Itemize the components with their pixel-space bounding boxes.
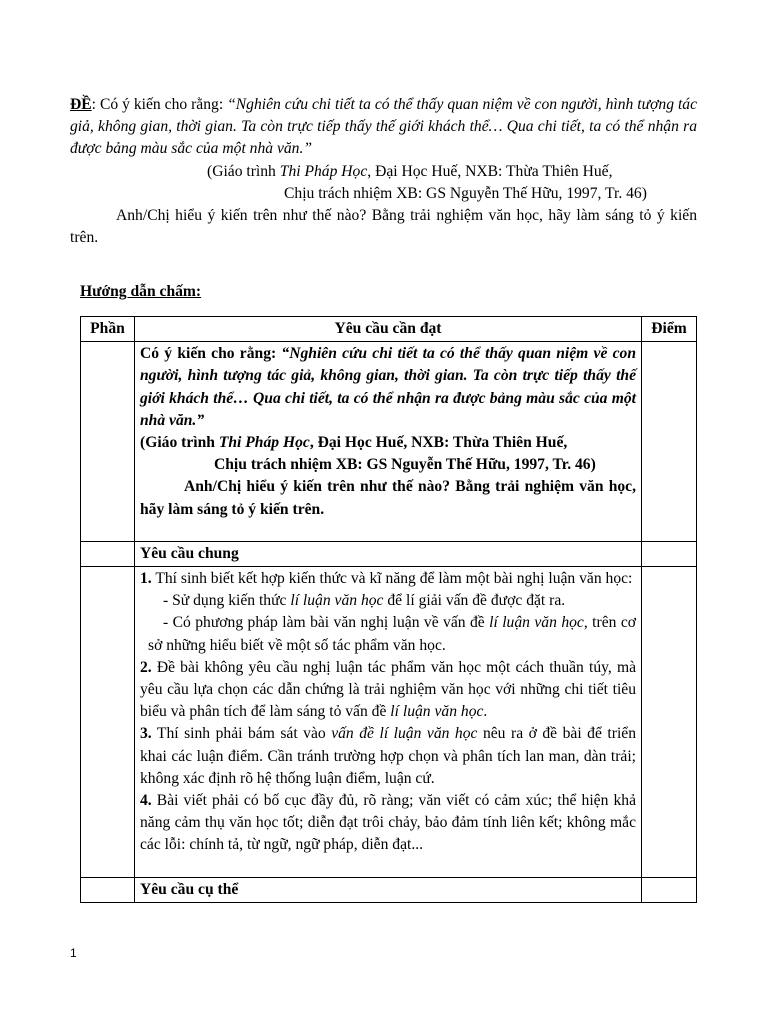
cell-phan xyxy=(81,567,135,878)
source-prefix: (Giáo trình xyxy=(207,162,280,180)
table-header-row xyxy=(81,317,697,342)
grading-table xyxy=(80,316,697,903)
quote-source-suffix: , Đại Học Huế, NXB: Thừa Thiên Huế, xyxy=(309,434,568,452)
item-text: - Có phương pháp làm bài văn nghị luận về vấn đề xyxy=(163,614,490,632)
item-text: , trên cơ sở những hiểu biết về một số tác phẩm văn học. xyxy=(148,614,636,654)
item-text: - Sử dụng kiến thức xyxy=(163,592,291,610)
cell-phan xyxy=(81,877,135,902)
header-yeu-cau: Yêu cầu cần đạt xyxy=(135,317,642,342)
guide-title: Hướng dẫn chấm: xyxy=(80,283,202,301)
table-row xyxy=(81,567,697,878)
prompt-quote: “Nghiên cứu chi tiết ta có thể thấy quan niệm về con người, hình tượng tác giả, không gian, thời gian. Ta còn trực tiếp thấy thế giới khách thể… Qua chi tiết, ta có thể nhận ra được bảng màu sắc của một nhà văn.” xyxy=(70,96,698,158)
item-text: để lí giải vấn đề được đặt ra. xyxy=(383,592,566,610)
table-row xyxy=(81,342,697,542)
quote-source-2: Chịu trách nhiệm XB: GS Nguyễn Thế Hữu, 1997, Tr. 46) xyxy=(214,456,596,474)
item-text: Thí sinh phải bám sát vào xyxy=(151,725,332,743)
quote-paragraph xyxy=(140,343,636,432)
item-emphasis: lí luận văn học xyxy=(390,703,484,721)
item-text: Đề bài không yêu cầu nghị luận tác phẩm văn học một cách thuần túy, mà yêu cầu lựa chọn các dẫn chứng là trải nghiệm văn học với những chi tiết tiêu biểu và phân tích để làm sáng tỏ vấn đề xyxy=(140,658,636,721)
quote-source-prefix: (Giáo trình xyxy=(140,434,219,452)
header-diem: Điểm xyxy=(642,317,697,342)
de-separator: : xyxy=(91,96,97,113)
exam-prompt xyxy=(70,94,697,249)
header-phan: Phần xyxy=(81,317,135,342)
source-line-2: Chịu trách nhiệm XB: GS Nguyễn Thế Hữu, 1997, Tr. 46) xyxy=(284,184,647,202)
item-number: 4. xyxy=(140,792,152,810)
item-text: nêu ra ở đề bài để triển khai các luận điểm. Cần tránh trường hợp chọn và phân tích lan man, dàn trải; không xác định rõ hệ thống luận điểm, luận cứ. xyxy=(140,725,636,787)
quote-source-1 xyxy=(140,432,636,454)
item-number: 1. xyxy=(140,570,152,588)
quote-source-book: Thi Pháp Học xyxy=(218,434,310,452)
general-requirements xyxy=(135,567,642,878)
item-text: Bài viết phải có bố cục đầy đủ, rõ ràng; văn viết có cảm xúc; thể hiện khả năng cảm thụ văn học tốt; diễn đạt trôi chảy, bảo đảm tính liên kết; không mắc các lỗi: chính tả, từ ngữ, ngữ pháp, diễn đạt... xyxy=(140,792,636,854)
cell-phan xyxy=(81,541,135,566)
item-1b xyxy=(140,612,636,656)
quote-lead: Có ý kiến cho rằng: xyxy=(140,345,282,363)
item-1a xyxy=(140,590,636,612)
general-title: Yêu cầu chung xyxy=(135,541,642,566)
source-line-1 xyxy=(70,161,697,183)
de-label: ĐỀ xyxy=(70,96,92,113)
item-text: Thí sinh biết kết hợp kiến thức và kĩ năng để làm một bài nghị luận văn học: xyxy=(151,570,633,588)
source-book: Thi Pháp Học xyxy=(279,162,368,180)
document-page xyxy=(70,94,697,304)
table-row xyxy=(81,877,697,902)
cell-diem xyxy=(642,877,697,902)
item-2 xyxy=(140,657,636,724)
item-emphasis: lí luận văn học xyxy=(290,592,384,610)
prompt-lead: Có ý kiến cho rằng: xyxy=(96,96,228,113)
source-suffix: , Đại Học Huế, NXB: Thừa Thiên Huế, xyxy=(367,162,613,180)
item-number: 3. xyxy=(140,725,152,743)
item-emphasis: lí luận văn học xyxy=(489,614,584,632)
page-number: 1 xyxy=(70,946,77,960)
quote-cell xyxy=(135,342,642,542)
quote-task: Anh/Chị hiểu ý kiến trên như thế nào? Bằng trải nghiệm văn học, hãy làm sáng tỏ ý kiến trên. xyxy=(140,478,636,518)
cell-diem xyxy=(642,342,697,542)
quote-text: “Nghiên cứu chi tiết ta có thể thấy quan niệm về con người, hình tượng tác giả, không gian, thời gian. Ta còn trực tiếp thấy thế giới khách thể… Qua chi tiết, ta có thể nhận ra được bảng màu sắc của một nhà văn.” xyxy=(140,345,637,429)
item-3 xyxy=(140,723,636,790)
item-emphasis: vấn đề lí luận văn học xyxy=(331,725,478,743)
item-number: 2. xyxy=(140,658,152,676)
cell-phan xyxy=(81,342,135,542)
prompt-paragraph xyxy=(70,94,697,161)
cell-diem xyxy=(642,567,697,878)
cell-diem xyxy=(642,541,697,566)
specific-title: Yêu cầu cụ thể xyxy=(135,877,642,902)
item-text: . xyxy=(483,703,488,721)
item-1 xyxy=(140,568,636,590)
task-text: Anh/Chị hiểu ý kiến trên như thế nào? Bằng trải nghiệm văn học, hãy làm sáng tỏ ý kiến trên. xyxy=(70,207,697,247)
item-4 xyxy=(140,790,636,857)
table-row xyxy=(81,541,697,566)
